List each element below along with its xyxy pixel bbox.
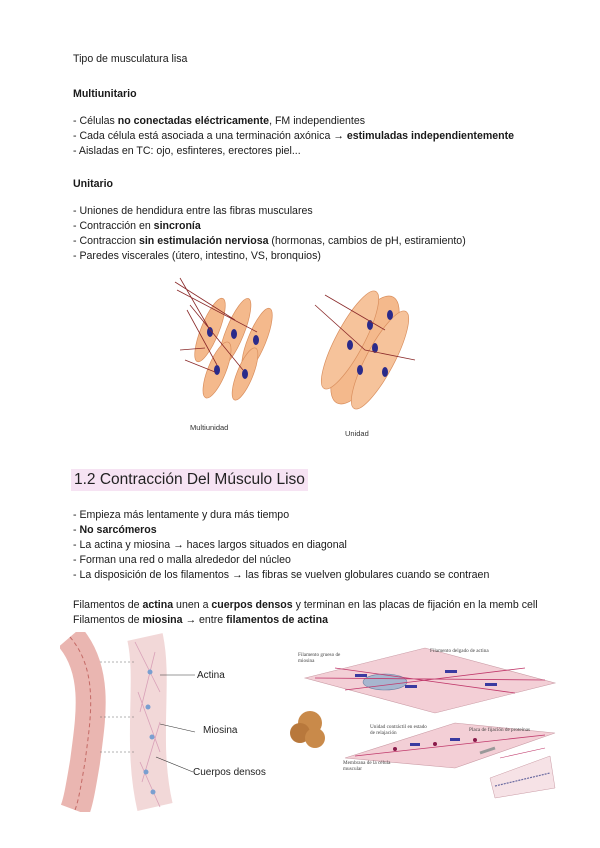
- label-unidad-contractil: Unidad contráctil en estado de relajación: [370, 724, 427, 736]
- uni-item-2: - Contracción en sincronía: [73, 220, 201, 232]
- label-filamento-delgado: Filamento delgado de actina: [430, 648, 489, 654]
- label-filamento-grueso: Filamento grueso de miosina: [298, 652, 341, 664]
- sec-item-1: - Empieza más lentamente y dura más tiempo: [73, 509, 290, 521]
- uni-item-4: - Paredes viscerales (útero, intestino, VS, bronquios): [73, 250, 321, 262]
- uni-item-3: - Contraccion sin estimulación nerviosa (hormonas, cambios de pH, estiramiento): [73, 235, 466, 247]
- caption-unidad: Unidad: [345, 429, 369, 438]
- label-placa-fijacion: Placa de fijación de proteínas: [469, 727, 531, 733]
- unitario-heading: Unitario: [73, 178, 114, 190]
- label-miosina: Miosina: [203, 725, 238, 736]
- muscle-fiber-figure: [60, 632, 280, 812]
- multiunitario-heading: Multiunitario: [73, 88, 137, 100]
- uni-item-1: - Uniones de hendidura entre las fibras musculares: [73, 205, 313, 217]
- sec-item-3: - La actina y miosina → haces largos situados en diagonal: [73, 539, 347, 551]
- sec-item-2: - No sarcómeros: [73, 524, 157, 536]
- multi-item-2: - Cada célula está asociada a una terminación axónica → estimuladas independientemente: [73, 130, 515, 142]
- sec-item-4: - Forman una red o malla alrededor del núcleo: [73, 554, 291, 566]
- multi-item-3: - Aisladas en TC: ojo, esfinteres, erectores piel...: [73, 145, 301, 157]
- multiunit-cells: [175, 278, 278, 403]
- unit-cells: [312, 285, 418, 415]
- filamentos-line-2: Filamentos de miosina → entre filamentos de actina: [73, 614, 328, 626]
- section-title: 1.2 Contracción Del Músculo Liso: [71, 469, 308, 491]
- label-actina: Actina: [197, 670, 225, 681]
- filamentos-line-1: Filamentos de actina unen a cuerpos densos y terminan en las placas de fijación en la memb cell: [73, 599, 538, 611]
- smooth-muscle-types-figure: [165, 270, 425, 440]
- label-membrana: Membrana de la célula muscular: [343, 760, 391, 772]
- sec-item-5: - La disposición de los filamentos → las fibras se vuelven globulares cuando se contraen: [73, 569, 490, 581]
- label-cuerpos-densos: Cuerpos densos: [193, 767, 266, 778]
- intro-title: Tipo de musculatura lisa: [73, 53, 188, 65]
- caption-multiunidad: Multiunidad: [190, 423, 229, 432]
- multi-item-1: - Células no conectadas eléctricamente, FM independientes: [73, 115, 366, 127]
